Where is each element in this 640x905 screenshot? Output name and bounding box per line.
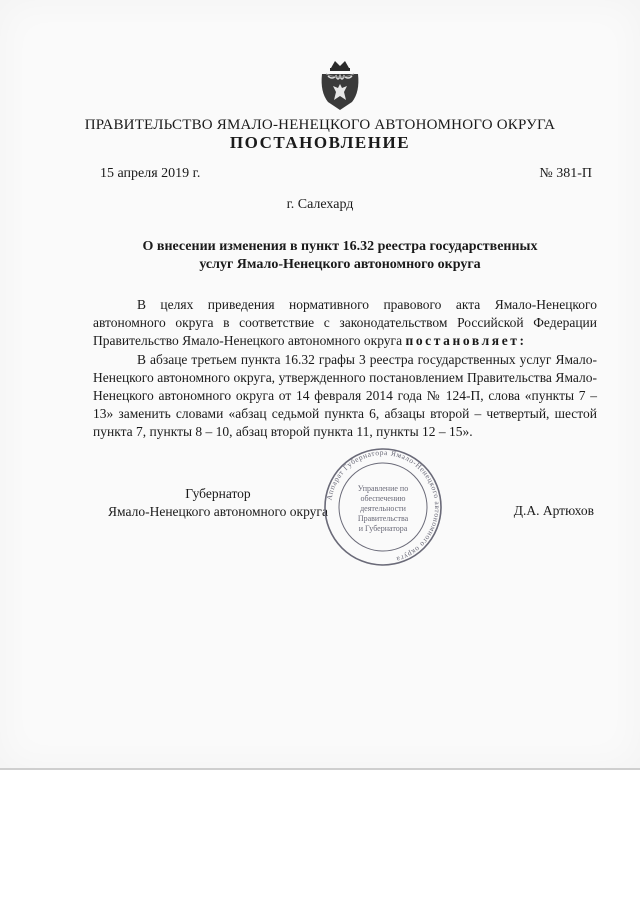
- coat-of-arms-icon: [318, 58, 362, 112]
- preamble-paragraph: [93, 296, 597, 350]
- government-name: ПРАВИТЕЛЬСТВО ЯМАЛО-НЕНЕЦКОГО АВТОНОМНОГО ОКРУГА: [84, 117, 556, 133]
- stamp-line-1: Управление по: [357, 484, 409, 493]
- document-city: г. Салехард: [286, 197, 354, 212]
- document-subject: [100, 238, 580, 274]
- stamp-line-5: и Губернатора: [358, 524, 408, 533]
- subject-line-2: услуг Ямало-Ненецкого автономного округа: [199, 257, 481, 272]
- official-stamp: [318, 447, 448, 567]
- amendment-paragraph: В абзаце третьем пункта 16.32 графы 3 реестра государственных услуг Ямало-Ненецкого автономного округа, утвержденного постановлением Правительства Ямало-Ненецкого автономного округа от 14 февраля 2014 года № 124-П, слова «пункты 7 – 13» заменить словами «абзац седьмой пункта 6, абзацы второй – четвертый, шестой пункта 7, пункты 8 – 10, абзац второй пункта 11, пункты 12 – 15».: [93, 352, 597, 439]
- signatory-title-line-1: Губернатор: [185, 486, 251, 501]
- preamble-text: В целях приведения нормативного правового акта Ямало-Ненецкого автономного округа в соответствие с законодательством Российской Федерации Правительство Ямало-Ненецкого автономного округа: [93, 297, 597, 348]
- document-date: 15 апреля 2019 г.: [100, 166, 201, 181]
- subject-line-1: О внесении изменения в пункт 16.32 реестра государственных: [142, 239, 538, 254]
- signatory-title-line-2: Ямало-Ненецкого автономного округа: [108, 504, 328, 519]
- stamp-line-2: обеспечению: [360, 494, 406, 503]
- stamp-outer-text: Аппарат Губернатора Ямало-Ненецкого автономного округа: [324, 447, 443, 565]
- stamp-line-3: деятельности: [360, 504, 406, 513]
- signatory-title: [93, 485, 343, 521]
- document-number: № 381-П: [539, 166, 592, 181]
- decree-keyword: постановляет:: [405, 333, 527, 348]
- stamp-line-4: Правительства: [357, 514, 409, 523]
- document-type: ПОСТАНОВЛЕНИЕ: [229, 133, 411, 152]
- signatory-name: Д.А. Артюхов: [513, 503, 594, 518]
